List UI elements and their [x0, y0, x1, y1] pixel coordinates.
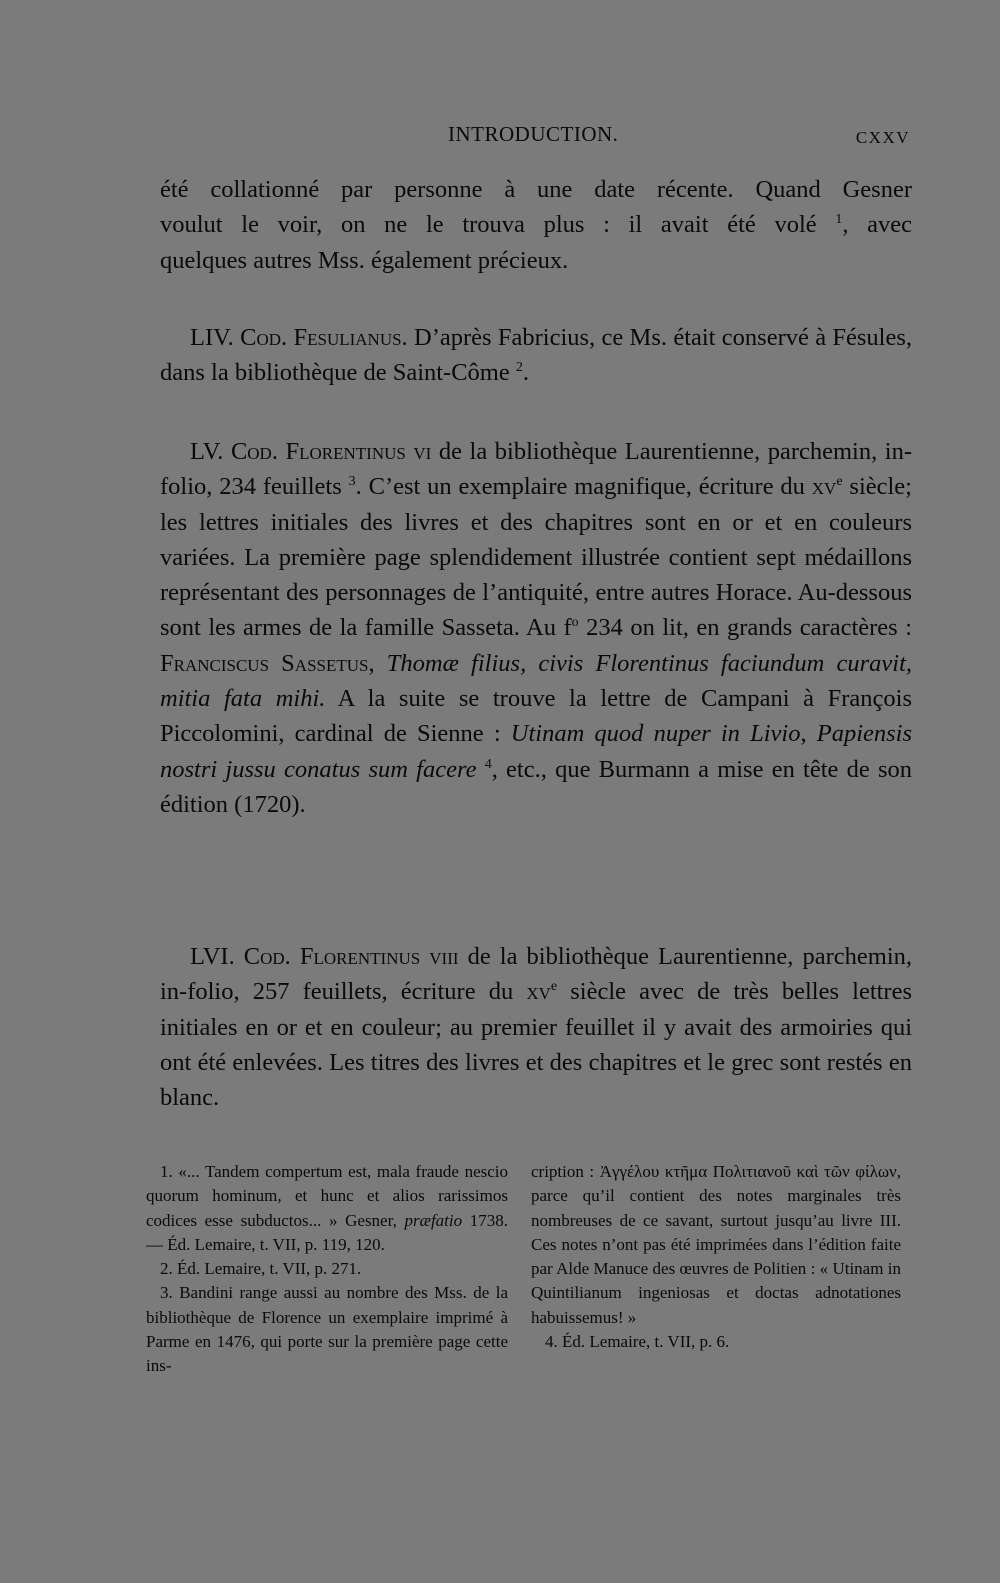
footnote-ref: 4 [484, 756, 492, 772]
latin-quote: Papiensis nostri jussu conatus sum facere [160, 720, 913, 783]
paragraph-liv [160, 320, 912, 391]
paragraph-text: LV. Cod. Florentinus vi de la bibliothèque Laurentienne, parchemin, in-folio, 234 feuillets $^3$. C’est un exemplaire magnifique, écriture du $xv^e$ siècle; les lettres initiales des livres et des chapitres sont en or et en couleurs variées. La première page splendidement illustrée contient sept médaillons représentant des personnages de l’antiquité, entre autres Horace. Au-dessous sont les armes de la famille Sasseta. Au $f^o$ 234 on lit, en grands caractères : Franciscus Sassetus, Thomæ filius, civis Florentinus faciundum curavit, mitia fata mihi. A la suite se trouve la lettre de Campani à François Piccolomini, cardinal de Sienne : Utinam quod nuper in Livio, Papiensis nostri jussu conatus sum facere $^4$, etc., que Burmann a mise en tête de son édition (1720). [160, 438, 913, 818]
footnotes-right-column [531, 1160, 901, 1354]
footnote-1: 1. «... Tandem compertum est, mala fraude nescio quorum hominum, et hunc et alios rarissimos codices esse subductos... » Gesner, præfatio 1738. — Éd. Lemaire, t. VII, p. 119, 120. [146, 1162, 509, 1254]
footnote-3: 3. Bandini range aussi au nombre des Mss. de la bibliothèque de Florence un exemplaire imprimé à Parme en 1476, qui porte sur la première page cette ins- [146, 1283, 508, 1376]
footnote-ref: 2 [515, 360, 523, 376]
page-header [160, 122, 920, 156]
entry-number: LVI. [190, 943, 235, 970]
cod-label: Cod. [240, 324, 288, 351]
cod-label: Cod. [230, 438, 278, 465]
entry-number: LIV. [190, 324, 234, 351]
footnote-4: 4. Éd. Lemaire, t. VII, p. 6. [545, 1332, 730, 1352]
latin-inscription: Thomæ filius, civis Florentinus faciundum curavit, mitia fata mihi. [160, 649, 913, 713]
footnote-3-continued: cription : Ἀγγέλου κτῆμα Πολιτιανοῦ καὶ τῶν φίλων, parce qu’il contient des notes marginales très nombreuses de ce savant, surtout jusqu’au livre III. Ces notes n’ont pas été imprimées dans l’édition faite par Alde Manuce des œuvres de Politien : « Utinam in Quintilianum ingeniosas et doctas adnotationes habuissemus! » [531, 1162, 901, 1327]
paragraph-lv [160, 434, 912, 822]
line: voulut le voir, on ne le trouva plus : il avait été volé $^1$, avec [160, 211, 912, 239]
running-title: INTRODUCTION. [448, 122, 619, 146]
footnote-ref: 1 [835, 212, 843, 228]
latin-name: Franciscus Sassetus [160, 649, 369, 677]
latin-quote: Utinam quod nuper in Livio [510, 720, 801, 748]
manuscript-name: Florentinus vi [285, 438, 432, 465]
paragraph-text: LVI. Cod. Florentinus viii de la bibliothèque Laurentienne, parchemin, in-folio, 257 feuillets, écriture du $xv^e$ siècle avec de très belles lettres initiales en or et en couleur; au premier feuillet il y avait des armoiries qui ont été enlevées. Les titres des livres et des chapitres et le grec sont restés en blanc. [160, 943, 912, 1112]
footnotes-left-column [146, 1160, 508, 1379]
line: été collationné par personne à une date récente. Quand Gesner [160, 176, 912, 203]
paragraph-1 [160, 172, 912, 278]
paragraph-text: LIV. Cod. Fesulianus. D’après Fabricius, ce Ms. était conservé à Fésules, dans la bibliothèque de Saint-Côme $^2$. [160, 324, 913, 387]
entry-number: LV. [190, 438, 224, 465]
cod-label: Cod. [243, 943, 291, 970]
manuscript-name: Florentinus viii [299, 943, 459, 970]
manuscript-name: Fesulianus. [293, 324, 408, 351]
footnote-2: 2. Éd. Lemaire, t. VII, p. 271. [160, 1259, 362, 1279]
paragraph-lvi [160, 939, 912, 1115]
page-number: CXXV [855, 128, 910, 147]
line: quelques autres Mss. également précieux. [160, 246, 569, 274]
footnote-ref: 3 [348, 474, 356, 490]
